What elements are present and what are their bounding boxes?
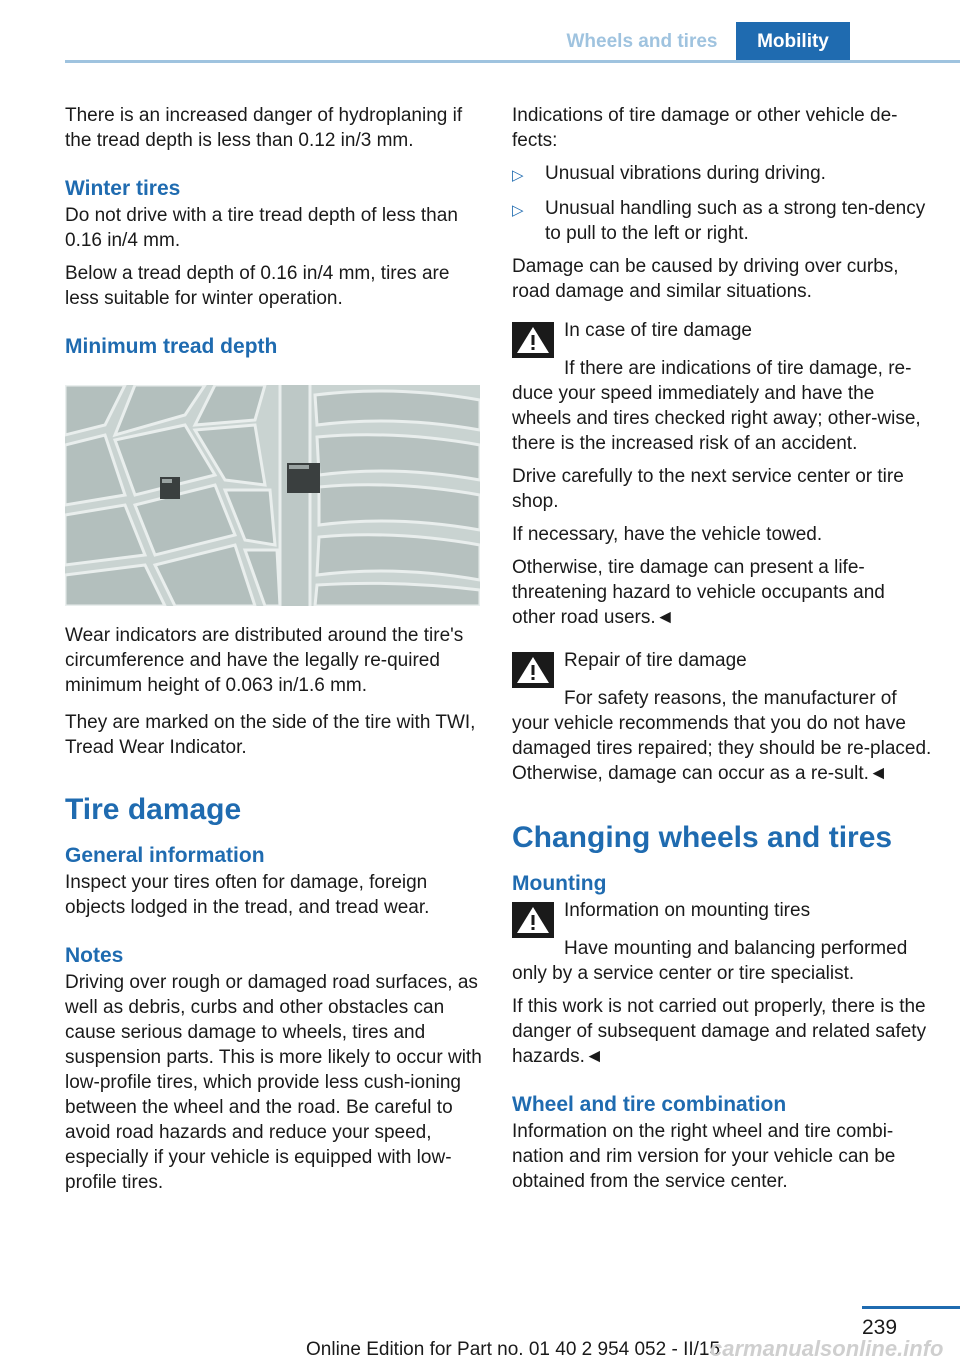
warning-title: Information on mounting tires: [564, 900, 811, 921]
warning-text: Have mounting and balancing performed only by a service center or tire specialist.: [512, 938, 908, 984]
minimum-tread-depth-heading: Minimum tread depth: [65, 335, 278, 358]
right-column: [512, 103, 932, 1202]
notes-heading: Notes: [65, 944, 124, 967]
warning-text: If there are indications of tire damage, re-duce your speed immediately and have the wheels and tires checked right away; other-wise, there is the increased risk of an accident.: [512, 358, 921, 454]
warning-title: In case of tire damage: [564, 320, 752, 341]
list-item: [512, 161, 932, 188]
general-information-heading: General information: [65, 844, 265, 867]
bullet-text: Unusual vibrations during driving.: [545, 163, 826, 184]
winter-tires-heading: Winter tires: [65, 177, 181, 200]
triangle-bullet-icon: ▷: [512, 202, 524, 219]
footer-rule: [862, 1306, 960, 1309]
triangle-bullet-icon: ▷: [512, 167, 524, 184]
drive-carefully-paragraph: Drive carefully to the next service center or tire shop.: [512, 466, 904, 512]
watermark: carmanualsonline.info: [710, 1336, 944, 1361]
general-information-paragraph: Inspect your tires often for damage, foreign objects lodged in the tread, and tread wear.: [65, 872, 430, 918]
tire-damage-heading: Tire damage: [65, 793, 242, 826]
mounting-heading: Mounting: [512, 872, 607, 895]
hazard-paragraph: Otherwise, tire damage can present a life-threatening hazard to vehicle occupants and other road users.◄: [512, 557, 885, 628]
tread-wear-indicator-image: [65, 385, 480, 606]
warning-block-tire-damage: [512, 318, 932, 358]
combination-paragraph: Information on the right wheel and tire combi-nation and rim version for your vehicle can be obtained from the service center.: [512, 1121, 896, 1192]
winter-paragraph-2: Below a tread depth of 0.16 in/4 mm, tires are less suitable for winter operation.: [65, 263, 450, 309]
indications-paragraph: Indications of tire damage or other vehicle de-fects:: [512, 105, 898, 151]
notes-paragraph: Driving over rough or damaged road surfaces, as well as debris, curbs and other obstacles can cause serious damage to wheels, tires and suspension parts. This is more likely to occur with low-profile tires, which provide less cush-ioning between the wheel and the road. Be careful to avoid road hazards and reduce your speed, especially if your vehicle is equipped with low-profile tires.: [65, 972, 482, 1193]
towed-paragraph: If necessary, have the vehicle towed.: [512, 524, 823, 545]
warning-block-mounting: [512, 898, 932, 938]
damage-cause-paragraph: Damage can be caused by driving over curbs, road damage and similar situations.: [512, 256, 899, 302]
changing-wheels-heading: Changing wheels and tires: [512, 821, 893, 854]
warning-block-repair: [512, 648, 932, 688]
twi-paragraph: They are marked on the side of the tire with TWI, Tread Wear Indicator.: [65, 712, 476, 758]
warning-triangle-icon: [512, 902, 554, 938]
tire-tread-illustration: [65, 385, 480, 606]
section-tab: Wheels and tires: [566, 31, 718, 52]
chapter-tab: Mobility: [736, 22, 850, 62]
page-number: 239: [862, 1316, 898, 1339]
warning-text: For safety reasons, the manufacturer of your vehicle recommends that you do not have damaged tires repaired; they should be re-placed. Otherwise, damage can occur as a re-sult.◄: [512, 688, 932, 784]
improper-work-paragraph: If this work is not carried out properly, there is the danger of subsequent damage and related safety hazards.◄: [512, 996, 927, 1067]
wear-indicator-paragraph: Wear indicators are distributed around the tire's circumference and have the legally re-quired minimum height of 0.063 in/1.6 mm.: [65, 625, 464, 696]
bullet-text: Unusual handling such as a strong ten-dency to pull to the left or right.: [545, 198, 926, 244]
warning-triangle-icon: [512, 322, 554, 358]
warning-title: Repair of tire damage: [564, 650, 747, 671]
winter-paragraph-1: Do not drive with a tire tread depth of less than 0.16 in/4 mm.: [65, 205, 458, 251]
edition-footer: Online Edition for Part no. 01 40 2 954 052 - II/15: [306, 1339, 721, 1360]
left-column: [65, 103, 483, 1203]
list-item: [512, 196, 932, 246]
wheel-tire-combination-heading: Wheel and tire combination: [512, 1093, 787, 1116]
hydroplaning-paragraph: There is an increased danger of hydroplaning if the tread depth is less than 0.12 in/3 mm.: [65, 105, 463, 151]
header-rule: [65, 60, 960, 63]
warning-triangle-icon: [512, 652, 554, 688]
